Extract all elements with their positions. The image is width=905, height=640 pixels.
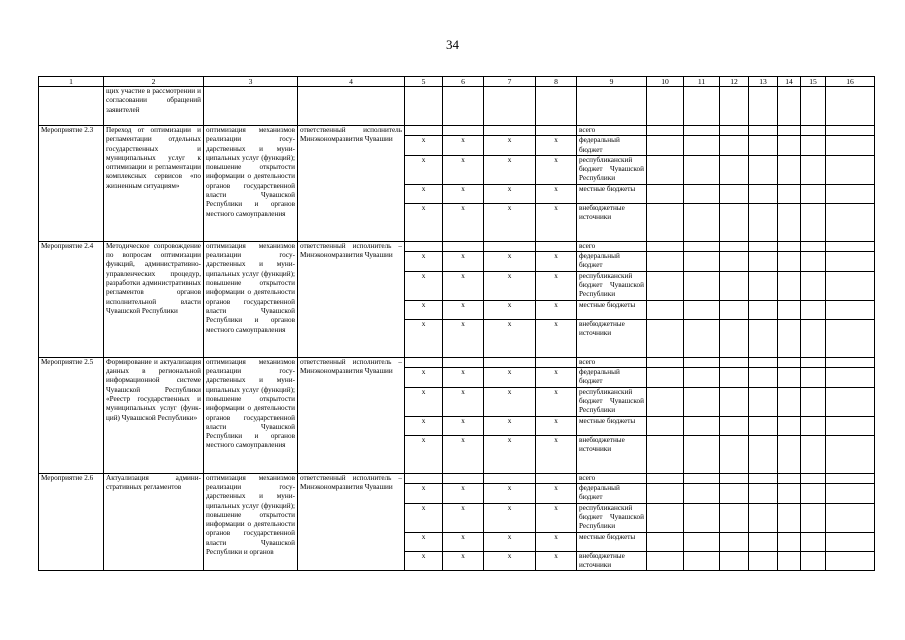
funding-source: внебюджетные источники (577, 319, 647, 357)
empty-cell (749, 473, 778, 483)
x-mark: x (405, 532, 443, 551)
empty-cell (647, 473, 684, 483)
empty-cell (826, 503, 875, 532)
empty-cell (801, 184, 826, 203)
page-number: 34 (446, 37, 459, 52)
column-header: 2 (104, 77, 204, 87)
funding-source: федеральный бюджет (577, 368, 647, 388)
empty-cell (720, 271, 749, 300)
empty-cell (778, 357, 801, 367)
empty-cell (647, 252, 684, 272)
funding-source: всего (577, 357, 647, 367)
x-mark: x (484, 155, 536, 184)
x-mark: x (536, 136, 577, 156)
empty-cell (749, 87, 778, 126)
empty-cell (684, 136, 720, 156)
empty-cell (684, 203, 720, 241)
empty-cell (684, 241, 720, 251)
empty-cell (826, 387, 875, 416)
empty-cell (647, 503, 684, 532)
empty-cell (778, 387, 801, 416)
funding-source: республиканский бюджет Чувашской Республики (577, 503, 647, 532)
x-mark: x (484, 387, 536, 416)
empty-cell (684, 483, 720, 503)
x-mark: x (484, 551, 536, 571)
column-header: 16 (826, 77, 875, 87)
empty-cell (443, 126, 484, 136)
x-mark: x (443, 319, 484, 357)
empty-cell (749, 136, 778, 156)
empty-cell (484, 241, 536, 251)
empty-cell (778, 241, 801, 251)
empty-cell (720, 252, 749, 272)
x-mark: x (536, 319, 577, 357)
empty-cell (801, 368, 826, 388)
x-mark: x (443, 387, 484, 416)
empty-cell (749, 387, 778, 416)
column-header: 14 (778, 77, 801, 87)
measure-name: Методическое сопровождение по вопросам оптимизации функций, административно-управленческих процедур, разработки административных регламентов органов исполнительной власти Чувашской Республики (104, 241, 204, 357)
column-header: 7 (484, 77, 536, 87)
x-mark: x (443, 368, 484, 388)
x-mark: x (443, 271, 484, 300)
x-mark: x (405, 551, 443, 571)
empty-cell (684, 252, 720, 272)
empty-cell (778, 551, 801, 571)
table-body (39, 77, 875, 571)
empty-cell (720, 155, 749, 184)
empty-cell (778, 300, 801, 319)
column-header: 11 (684, 77, 720, 87)
funding-source: внебюджетные источники (577, 203, 647, 241)
column-header: 10 (647, 77, 684, 87)
measure-executor: ответственный исполнитель Минэкономразвития Чувашии (298, 126, 405, 242)
funding-source: местные бюджеты (577, 532, 647, 551)
funding-source: республиканский бюджет Чувашской Республики (577, 271, 647, 300)
empty-cell (826, 184, 875, 203)
empty-cell (647, 435, 684, 473)
empty-cell (749, 241, 778, 251)
empty-cell (826, 300, 875, 319)
empty-cell (536, 241, 577, 251)
empty-cell (720, 203, 749, 241)
empty-cell (749, 503, 778, 532)
empty-cell (443, 241, 484, 251)
empty-cell (826, 271, 875, 300)
x-mark: x (443, 252, 484, 272)
empty-cell (826, 252, 875, 272)
empty-cell (826, 87, 875, 126)
empty-cell (749, 300, 778, 319)
empty-cell (801, 435, 826, 473)
column-header: 6 (443, 77, 484, 87)
x-mark: x (405, 416, 443, 435)
empty-cell (484, 357, 536, 367)
x-mark: x (484, 136, 536, 156)
empty-cell (405, 241, 443, 251)
column-header: 5 (405, 77, 443, 87)
x-mark: x (443, 503, 484, 532)
empty-cell (536, 357, 577, 367)
x-mark: x (536, 252, 577, 272)
empty-cell (647, 551, 684, 571)
empty-cell (801, 551, 826, 571)
x-mark: x (484, 416, 536, 435)
empty-cell (801, 483, 826, 503)
measure-name: Актуализация административных регламентов (104, 473, 204, 570)
empty-cell (801, 203, 826, 241)
x-mark: x (536, 483, 577, 503)
x-mark: x (443, 532, 484, 551)
measure-goal: оптимизация механизмов реализации государственных и муниципальных услуг (функций); повышение открытости информации о деятельности органов государственной власти Чувашской Республики и органов местного самоуправления (204, 126, 298, 242)
x-mark: x (443, 203, 484, 241)
measure-id: Мероприятие 2.6 (39, 473, 104, 570)
x-mark: x (443, 483, 484, 503)
empty-cell (778, 473, 801, 483)
empty-cell (826, 155, 875, 184)
funding-source: всего (577, 126, 647, 136)
empty-cell (684, 87, 720, 126)
x-mark: x (443, 551, 484, 571)
empty-cell (720, 87, 749, 126)
empty-cell (39, 87, 104, 126)
empty-cell (778, 503, 801, 532)
empty-cell (720, 483, 749, 503)
x-mark: x (405, 203, 443, 241)
table-row (39, 473, 875, 483)
x-mark: x (405, 252, 443, 272)
x-mark: x (443, 155, 484, 184)
empty-cell (801, 271, 826, 300)
x-mark: x (484, 203, 536, 241)
funding-source: всего (577, 241, 647, 251)
x-mark: x (484, 532, 536, 551)
empty-cell (778, 136, 801, 156)
empty-cell (826, 416, 875, 435)
measure-goal: оптимизация механизмов реализации государственных и муниципальных услуг (функций); повышение открытости информации о деятельности органов государственной власти Чувашской Республики и органов местного самоуправления (204, 357, 298, 473)
empty-cell (577, 87, 647, 126)
empty-cell (684, 155, 720, 184)
empty-cell (684, 387, 720, 416)
empty-cell (720, 435, 749, 473)
empty-cell (778, 483, 801, 503)
empty-cell (826, 483, 875, 503)
x-mark: x (443, 184, 484, 203)
empty-cell (778, 532, 801, 551)
empty-cell (749, 203, 778, 241)
empty-cell (405, 87, 443, 126)
funding-source: местные бюджеты (577, 300, 647, 319)
empty-cell (647, 136, 684, 156)
x-mark: x (405, 319, 443, 357)
empty-cell (684, 357, 720, 367)
measure-id: Мероприятие 2.5 (39, 357, 104, 473)
empty-cell (720, 241, 749, 251)
x-mark: x (405, 136, 443, 156)
x-mark: x (443, 300, 484, 319)
empty-cell (826, 136, 875, 156)
empty-cell (720, 551, 749, 571)
empty-cell (536, 126, 577, 136)
empty-cell (684, 368, 720, 388)
empty-cell (647, 357, 684, 367)
x-mark: x (536, 184, 577, 203)
x-mark: x (484, 252, 536, 272)
empty-cell (749, 252, 778, 272)
empty-cell (720, 136, 749, 156)
empty-cell (778, 252, 801, 272)
measure-executor: ответственный исполнитель – Минэкономразвития Чувашии (298, 473, 405, 570)
empty-cell (826, 532, 875, 551)
x-mark: x (443, 416, 484, 435)
x-mark: x (536, 532, 577, 551)
empty-cell (801, 87, 826, 126)
empty-cell (484, 473, 536, 483)
empty-cell (826, 473, 875, 483)
empty-cell (749, 357, 778, 367)
empty-cell (801, 155, 826, 184)
table-row (39, 126, 875, 136)
empty-cell (684, 551, 720, 571)
empty-cell (749, 319, 778, 357)
empty-cell (801, 503, 826, 532)
x-mark: x (405, 184, 443, 203)
empty-cell (778, 435, 801, 473)
funding-source: федеральный бюджет (577, 252, 647, 272)
column-header: 9 (577, 77, 647, 87)
funding-source: федеральный бюджет (577, 483, 647, 503)
empty-cell (684, 532, 720, 551)
empty-cell (778, 87, 801, 126)
x-mark: x (536, 387, 577, 416)
empty-cell (801, 300, 826, 319)
x-mark: x (405, 271, 443, 300)
empty-cell (647, 387, 684, 416)
empty-cell (647, 368, 684, 388)
column-header: 13 (749, 77, 778, 87)
empty-cell (749, 126, 778, 136)
column-header: 1 (39, 77, 104, 87)
empty-cell (647, 241, 684, 251)
empty-cell (801, 136, 826, 156)
empty-cell (749, 532, 778, 551)
x-mark: x (536, 271, 577, 300)
empty-cell (647, 532, 684, 551)
empty-cell (720, 416, 749, 435)
empty-cell (801, 319, 826, 357)
x-mark: x (536, 300, 577, 319)
column-header: 4 (298, 77, 405, 87)
empty-cell (443, 357, 484, 367)
empty-cell (826, 551, 875, 571)
x-mark: x (536, 203, 577, 241)
x-mark: x (443, 435, 484, 473)
empty-cell (801, 252, 826, 272)
empty-cell (801, 473, 826, 483)
empty-cell (647, 184, 684, 203)
empty-cell (298, 87, 405, 126)
x-mark: x (484, 368, 536, 388)
empty-cell (484, 87, 536, 126)
x-mark: x (536, 503, 577, 532)
funding-source: внебюджетные источники (577, 551, 647, 571)
x-mark: x (484, 300, 536, 319)
column-header: 3 (204, 77, 298, 87)
x-mark: x (405, 300, 443, 319)
funding-source: республиканский бюджет Чувашской Республики (577, 387, 647, 416)
empty-cell (484, 126, 536, 136)
empty-cell (801, 357, 826, 367)
empty-cell (405, 473, 443, 483)
x-mark: x (405, 435, 443, 473)
header-row (39, 77, 875, 87)
empty-cell (778, 155, 801, 184)
measure-goal: оптимизация механизмов реализации государственных и муниципальных услуг (функций); повышение открытости информации о деятельности органов государственной власти Чувашской Республики и органов местного самоуправления (204, 241, 298, 357)
empty-cell (684, 435, 720, 473)
empty-cell (720, 184, 749, 203)
x-mark: x (536, 368, 577, 388)
empty-cell (778, 368, 801, 388)
empty-cell (684, 416, 720, 435)
empty-cell (826, 368, 875, 388)
empty-cell (801, 387, 826, 416)
empty-cell (684, 503, 720, 532)
column-header: 12 (720, 77, 749, 87)
empty-cell (720, 532, 749, 551)
empty-cell (801, 126, 826, 136)
empty-cell (647, 319, 684, 357)
empty-cell (749, 271, 778, 300)
empty-cell (801, 416, 826, 435)
empty-cell (749, 155, 778, 184)
empty-cell (826, 126, 875, 136)
empty-cell (405, 357, 443, 367)
empty-cell (778, 319, 801, 357)
x-mark: x (405, 483, 443, 503)
empty-cell (720, 473, 749, 483)
empty-cell (647, 483, 684, 503)
empty-cell (826, 435, 875, 473)
empty-cell (778, 184, 801, 203)
empty-cell (720, 387, 749, 416)
empty-cell (826, 203, 875, 241)
empty-cell (720, 368, 749, 388)
empty-cell (536, 87, 577, 126)
empty-cell (684, 319, 720, 357)
empty-cell (826, 241, 875, 251)
measure-name: Формирование и актуализация данных в региональной информационной системе Чувашской Республики «Реестр государственных и муниципальных услуг (функций) Чувашской Республики» (104, 357, 204, 473)
funding-table (38, 76, 875, 571)
x-mark: x (484, 503, 536, 532)
empty-cell (749, 483, 778, 503)
empty-cell (826, 357, 875, 367)
empty-cell (826, 319, 875, 357)
empty-cell (720, 357, 749, 367)
empty-cell (647, 203, 684, 241)
measure-id: Мероприятие 2.4 (39, 241, 104, 357)
x-mark: x (405, 387, 443, 416)
empty-cell (647, 416, 684, 435)
column-header: 8 (536, 77, 577, 87)
empty-cell (204, 87, 298, 126)
funding-source: республиканский бюджет Чувашской Республики (577, 155, 647, 184)
empty-cell (801, 241, 826, 251)
continuation-row (39, 87, 875, 126)
x-mark: x (484, 319, 536, 357)
funding-source: всего (577, 473, 647, 483)
x-mark: x (443, 136, 484, 156)
empty-cell (720, 300, 749, 319)
continuation-text: щих участие в рассмотрении и согласовании обращений заявителей (104, 87, 204, 126)
empty-cell (647, 300, 684, 319)
empty-cell (684, 126, 720, 136)
empty-cell (749, 416, 778, 435)
funding-source: внебюджетные источники (577, 435, 647, 473)
empty-cell (720, 503, 749, 532)
empty-cell (684, 473, 720, 483)
empty-cell (405, 126, 443, 136)
measure-name: Переход от оптимизации и регламентации отдельных государственных и муниципальных услуг к оптимизации и регламентации комплексных сервисов «по жизненным ситуациям» (104, 126, 204, 242)
empty-cell (443, 473, 484, 483)
empty-cell (778, 126, 801, 136)
empty-cell (778, 271, 801, 300)
empty-cell (684, 300, 720, 319)
empty-cell (647, 155, 684, 184)
empty-cell (749, 184, 778, 203)
x-mark: x (536, 416, 577, 435)
x-mark: x (484, 271, 536, 300)
empty-cell (749, 368, 778, 388)
x-mark: x (484, 483, 536, 503)
empty-cell (647, 126, 684, 136)
empty-cell (778, 203, 801, 241)
x-mark: x (536, 551, 577, 571)
x-mark: x (536, 435, 577, 473)
x-mark: x (405, 368, 443, 388)
empty-cell (778, 416, 801, 435)
empty-cell (647, 87, 684, 126)
measure-goal: оптимизация механизмов реализации государственных и муниципальных услуг (функций); повышение открытости информации о деятельности органов государственной власти Чувашской Республики и органов (204, 473, 298, 570)
funding-source: местные бюджеты (577, 416, 647, 435)
funding-source: федеральный бюджет (577, 136, 647, 156)
measure-executor: ответственный исполнитель – Минэкономразвития Чувашии (298, 241, 405, 357)
empty-cell (749, 435, 778, 473)
empty-cell (647, 271, 684, 300)
measure-executor: ответственный исполнитель – Минэкономразвития Чувашии (298, 357, 405, 473)
empty-cell (684, 271, 720, 300)
funding-source: местные бюджеты (577, 184, 647, 203)
column-header: 15 (801, 77, 826, 87)
x-mark: x (405, 503, 443, 532)
table-row (39, 241, 875, 251)
empty-cell (749, 551, 778, 571)
empty-cell (720, 319, 749, 357)
x-mark: x (405, 155, 443, 184)
empty-cell (801, 532, 826, 551)
x-mark: x (484, 184, 536, 203)
x-mark: x (536, 155, 577, 184)
empty-cell (443, 87, 484, 126)
x-mark: x (484, 435, 536, 473)
empty-cell (684, 184, 720, 203)
table-row (39, 357, 875, 367)
empty-cell (720, 126, 749, 136)
measure-id: Мероприятие 2.3 (39, 126, 104, 242)
empty-cell (536, 473, 577, 483)
